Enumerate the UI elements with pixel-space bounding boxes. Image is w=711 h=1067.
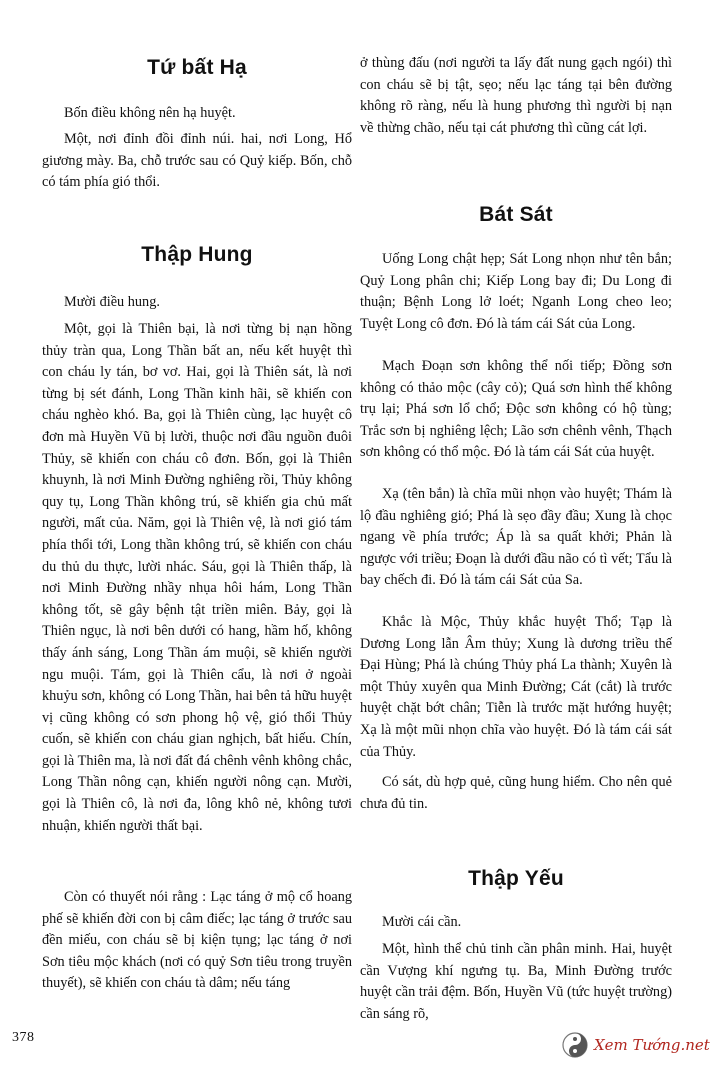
yin-yang-icon [560, 1030, 590, 1060]
heading-thap-yeu: Thập Yếu [468, 867, 564, 890]
page-number: 378 [12, 1030, 35, 1045]
watermark [560, 1028, 710, 1062]
paragraph: Còn có thuyết nói rằng : Lạc táng ở mộ cổ hoang phế sẽ khiến đời con bị câm điếc; lạc táng ở trước sau đền miếu, con cháu sẽ bị kiện tụng; lạc táng ở nơi Sơn tiêu mộc khách (nơi có quỷ Sơn tiêu trong truyền thuyết), sẽ khiến con cháu tà dâm; nếu táng [42, 889, 352, 992]
paragraph: Một, gọi là Thiên bại, là nơi từng bị nạn hồng thủy tràn qua, Long Thần bất an, nếu kết huyệt thì con cháu ly tán, bơ vơ. Hai, gọi là Thiên sát, là nơi từng bị sét đánh, Long Thần kinh hãi, sẽ khiến con cháu nghèo khó. Ba, gọi là Thiên cùng, lạc huyệt cô đơn mà Huyền Vũ bị lười, thuộc nơi đầu nguồn đuôi Thủy, sẽ khiến con cháu cô đơn. Bốn, gọi là Thiên khuynh, là nơi Minh Đường nghiêng rồi, Thủy không quy tụ, Long Thần không trú, sẽ khiến gia chủ mất người, mất của. Năm, gọi là Thiên vệ, là nơi gió tám phía thổi tới, Long thần không trú, sẽ khiến con cháu du thủ du thực, lười nhác. Sáu, gọi là Thiên thấp, là nơi Minh Đường nhầy nhụa hôi hám, Long Thần không tốt, sẽ gây bệnh tật triền miên. Bảy, gọi là Thiên ngục, là nơi bên dưới có hang, hầm hố, không thấy ánh sáng, Long Thần ám muội, sẽ khiến người ngu muội. Tám, gọi là Thiên cẩu, là nơi ở ngoài khuỷu sơn, không có Long Thần, hai bên tả hữu huyệt vị cũng không có sơn phong hộ vệ, gió thổi Thủy cuốn, sẽ khiến con cháu gian nghịch, bất hiếu. Chín, gọi là Thiên ma, là nơi đất đá chênh vênh không chắc, Long Thần nông cạn, khiến người nông cạn. Mười, gọi là Thiên cô, là nơi đa, lông khô nẻ, không tươi nhuận, khiến người thất bại. [42, 321, 352, 834]
heading-thap-hung: Thập Hung [141, 243, 253, 266]
paragraph: Một, hình thể chủ tinh cần phân minh. Hai, huyệt cần Vượng khí ngưng tụ. Ba, Minh Đường trước huyệt cần trải đệm. Bốn, Huyền Vũ (tức huyệt trường) cần sáng rõ, [360, 941, 672, 1022]
paragraph: Mười điều hung. [64, 294, 160, 310]
paragraph: Bốn điều không nên hạ huyệt. [64, 105, 236, 121]
paragraph: Mười cái cần. [382, 914, 462, 930]
paragraph: Khắc là Mộc, Thủy khắc huyệt Thổ; Tạp là Dương Long lẫn Âm thủy; Xung là dương triều thế Đại Hùng; Phá là chúng Thủy phá La thành; Xuyên là một Thủy xuyên qua Minh Đường; Cát (cắt) là trước huyệt chặt bớt chân; Tiễn là trước mặt hướng huyệt; Xạ là một mũi nhọn chĩa vào huyệt. Đó là tám cái sát của Thủy. [360, 614, 672, 760]
paragraph: Mạch Đoạn sơn không thể nối tiếp; Đồng sơn không có thảo mộc (cây cỏ); Quá sơn hình thế không trụ lại; Phá sơn lổ chổ; Độc sơn không có hộ tùng; Trắc sơn bị nghiêng lệch; Lão sơn chênh vênh, Thạch sơn không có thổ mộc. Đó là tám cái Sát của huyệt. [360, 358, 672, 461]
paragraph: Uống Long chật hẹp; Sát Long nhọn như tên bắn; Quỷ Long phân chi; Kiếp Long bay đi; Du Long đi thuận; Bệnh Long lở loét; Nganh Long cheo leo; Tuyệt Long cô đơn. Đó là tám cái Sát của Long. [360, 251, 672, 332]
heading-tu-bat-ha: Tứ bất Hạ [147, 56, 247, 79]
watermark-text: Xem Tướng.net [594, 1036, 710, 1054]
heading-bat-sat: Bát Sát [479, 203, 553, 226]
paragraph: Một, nơi đỉnh đồi đỉnh núi. hai, nơi Long, Hổ giương mày. Ba, chỗ trước sau có Quỷ kiếp. Bốn, chỗ có tám phía gió thổi. [42, 131, 352, 191]
paragraph: Xạ (tên bắn) là chĩa mũi nhọn vào huyệt; Thám là lộ đầu nghiêng gió; Phá là sẹo đầy đầu; Xung là chọc ngang về phía trước; Áp là sa quất khởi; Phản là ngược với triều; Đoạn là dưới đầu não có tì vết; Tẩu là bay chếch đi. Đó là tám cái Sát của Sa. [360, 486, 672, 589]
paragraph: ở thùng đấu (nơi người ta lấy đất nung gạch ngói) thì con cháu sẽ bị tật, sẹo; nếu lạc táng tại bên đường không rõ ràng, nếu là hung phương thì người bị nạn về thừng chão, nếu tại cát phương thì cũng cát lợi. [360, 55, 672, 136]
paragraph: Có sát, dù hợp quẻ, cũng hung hiểm. Cho nên quẻ chưa đủ tin. [360, 774, 672, 812]
